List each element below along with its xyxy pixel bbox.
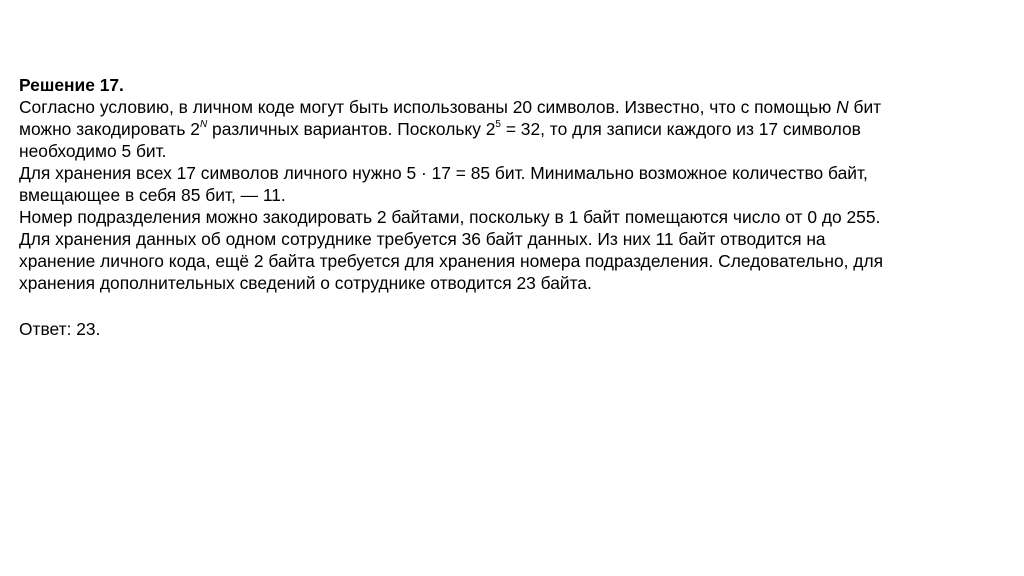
paragraph-line: Для хранения всех 17 символов личного нужно 5 · 17 = 85 бит. Минимально возможное количество байт, — [19, 163, 868, 183]
text-segment: Согласно условию, в личном коде могут быть использованы 20 символов. Известно, что с помощью — [19, 97, 837, 117]
text-segment: можно закодировать 2 — [19, 119, 200, 139]
paragraph-line: необходимо 5 бит. — [19, 141, 167, 161]
paragraph-line: хранения дополнительных сведений о сотруднике отводится 23 байта. — [19, 273, 592, 293]
paragraph-line — [19, 96, 1009, 118]
paragraph-line: вмещающее в себя 85 бит, — 11. — [19, 185, 286, 205]
paragraph-line: хранение личного кода, ещё 2 байта требуется для хранения номера подразделения. Следовательно, для — [19, 251, 884, 271]
superscript-n: N — [199, 119, 208, 131]
text-segment: бит — [848, 97, 882, 117]
solution-text-block — [19, 74, 1009, 340]
text-segment: = 32, то для записи каждого из 17 символов — [500, 119, 861, 139]
variable-n: N — [836, 97, 849, 117]
blank-line — [19, 294, 1009, 316]
paragraph-line — [19, 118, 1009, 140]
paragraph-line: Для хранения данных об одном сотруднике требуется 36 байт данных. Из них 11 байт отводится на — [19, 229, 826, 249]
text-segment: различных вариантов. Поскольку 2 — [207, 119, 496, 139]
solution-title: Решение 17. — [19, 75, 124, 95]
superscript-5: 5 — [495, 119, 501, 131]
paragraph-line: Номер подразделения можно закодировать 2 байтами, поскольку в 1 байт помещаются число от 0 до 255. — [19, 207, 881, 227]
answer-line: Ответ: 23. — [19, 319, 101, 339]
